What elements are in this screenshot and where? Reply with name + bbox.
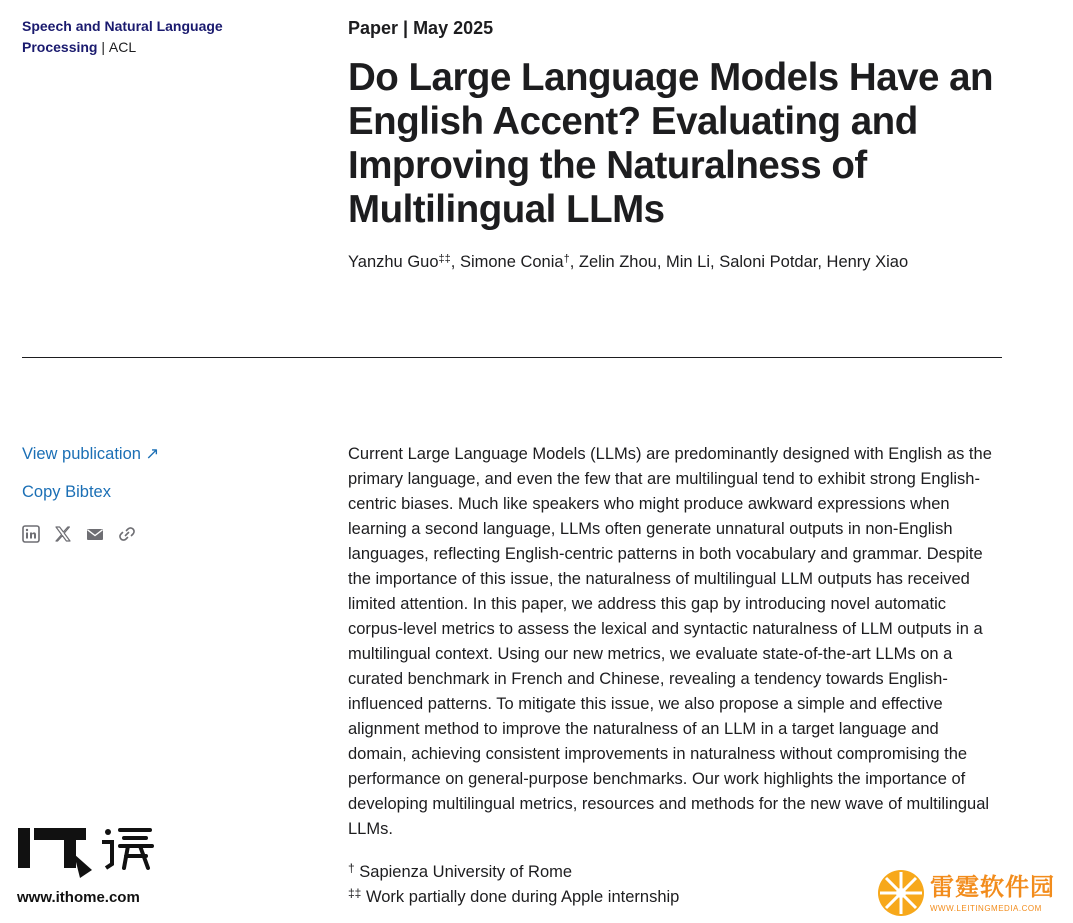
author-name: Saloni Potdar <box>719 253 818 271</box>
author-name: Zelin Zhou <box>578 253 657 271</box>
author-name: Simone Conia <box>459 253 564 271</box>
author-name: Yanzhu Guo <box>348 253 439 271</box>
publication-eyebrow: Paper | May 2025 <box>348 18 494 38</box>
author-name: Min Li <box>666 253 711 271</box>
author-separator: , <box>710 253 720 271</box>
footnote <box>348 856 572 884</box>
topic-link[interactable]: Speech and Natural Language Processing <box>22 18 223 55</box>
author-separator: , <box>817 253 827 271</box>
author-separator: , <box>656 253 667 271</box>
footnote-text: Work partially done during Apple internship <box>365 888 680 906</box>
footnote-mark: ‡‡ <box>348 886 362 900</box>
author-separator: , <box>569 253 579 271</box>
x-icon[interactable] <box>54 525 72 543</box>
share-bar <box>22 525 136 543</box>
topic-breadcrumb <box>22 16 262 58</box>
ithome-logo <box>16 824 161 889</box>
footnote-mark: † <box>348 861 355 875</box>
section-divider <box>22 357 1002 358</box>
leiting-site-name: 雷霆软件园 <box>930 873 1055 901</box>
copy-bibtex-link[interactable]: Copy Bibtex <box>22 483 111 501</box>
abstract-text: Current Large Language Models (LLMs) are predominantly designed with English as the primary language, and even the few that are multilingual tend to exhibit strong English-centric biases. Much like speakers who might produce awkward expressions when learning a second language, LLMs often generate unnatural outputs in non-English languages, reflecting English-centric patterns in both vocabulary and grammar. Despite the importance of this issue, the naturalness of multilingual LLM outputs has received limited attention. In this paper, we address this gap by introducing novel automatic corpus-level metrics to assess the lexical and syntactic naturalness of LLM outputs in a multilingual context. Using our new metrics, we evaluate state-of-the-art LLMs on a curated benchmark in French and Chinese, revealing a tendency towards English-influenced patterns. To mitigate this issue, we also propose a simple and effective alignment method to improve the naturalness of an LLM in a target language and domain, achieving consistent improvements in naturalness without compromising the performance on general-purpose benchmarks. Our work highlights the importance of developing multilingual metrics, resources and methods for the new wave of multilingual LLMs. <box>348 445 992 838</box>
linkedin-icon[interactable] <box>22 525 40 543</box>
author-list <box>348 250 908 274</box>
author-separator: , <box>450 253 460 271</box>
author-mark: ‡‡ <box>438 253 451 265</box>
paper-title: Do Large Language Models Have an English Accent? Evaluating and Improving the Naturalness of Multilingual LLMs <box>348 56 994 231</box>
author-name: Henry Xiao <box>826 253 909 271</box>
leiting-site-url: WWW.LEITINGMEDIA.COM <box>930 904 1042 913</box>
link-icon[interactable] <box>118 525 136 543</box>
footnote <box>348 881 679 909</box>
ithome-url: www.ithome.com <box>17 889 140 906</box>
footnote-text: Sapienza University of Rome <box>359 863 573 881</box>
mail-icon[interactable] <box>86 525 104 543</box>
leiting-logo-icon <box>876 868 926 923</box>
topic-separator: | <box>101 39 106 55</box>
venue-label: ACL <box>108 39 137 55</box>
view-publication-link[interactable]: View publication ↗ <box>22 445 160 463</box>
author-mark: † <box>563 253 570 265</box>
